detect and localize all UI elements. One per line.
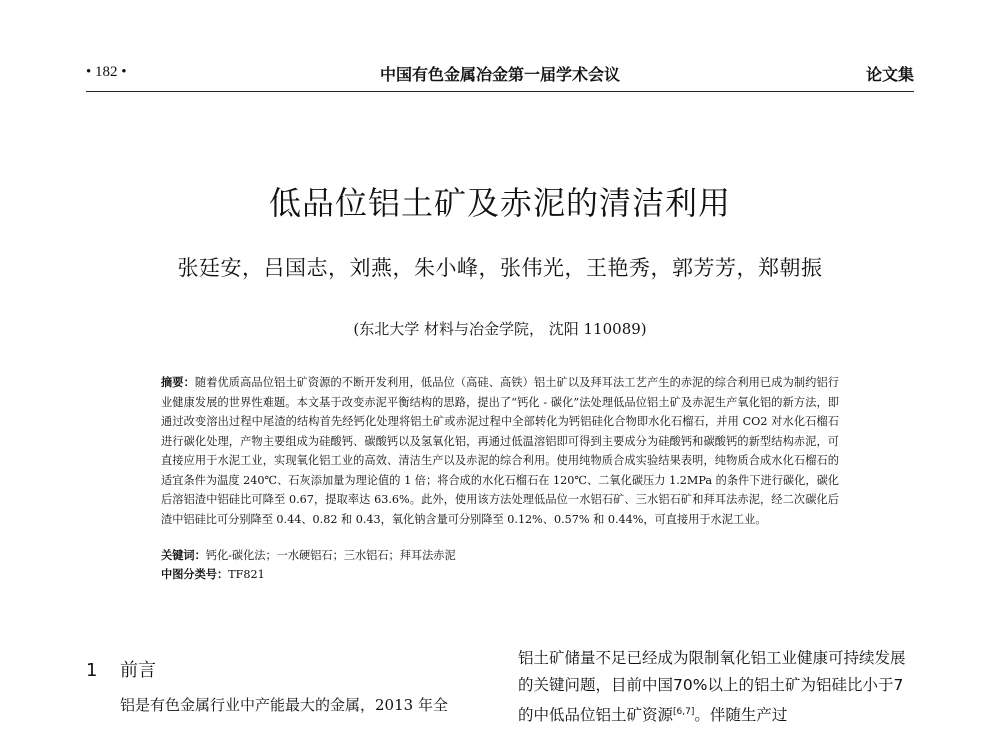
section-label: 论文集 bbox=[865, 65, 914, 84]
abstract-text: 随着优质高品位铝土矿资源的不断开发利用，低品位（高硅、高铁）铝土矿以及拜耳法工艺产生的赤泥的综合利用已成为制约铝行业健康发展的世界性难题。本文基于改变赤泥平衡结构的思路，提出了“钙化 - 碳化”法处理低品位铝土矿及赤泥生产氧化铝的新方法，即通过改变溶出过程中尾渣的结构首先经钙化处理将铝土矿或赤泥过程中全部转化为钙铝硅化合物即水化石榴石，并用 CO2 对水化石榴石进行碳化处理，产物主要组成为硅酸钙、碳酸钙以及氢氧化铝，再通过低温溶铝即可得到主要成分为硅酸钙和碳酸钙的新型结构赤泥，可直接应用于水泥工业，实现氧化铝工业的高效、清洁生产以及赤泥的综合利用。使用纯物质合成实验结果表明，纯物质合成水化石榴石的适宜条件为温度 240℃、石灰添加量为理论值的 1 倍；将合成的水化石榴石在 120℃、二氧化碳压力 1.2MPa 的条件下进行碳化，碳化后溶铝渣中铝硅比可降至 0.67，提取率达 63.6%。此外，使用该方法处理低品位一水铝石矿、三水铝石矿和拜耳法赤泥，经二次碳化后渣中铝硅比可分别降至 0.44、0.82 和 0.43，氧化钠含量可分别降至 0.12%、0.57% 和 0.44%，可直接用于水泥工业。 bbox=[161, 376, 839, 526]
citation: [6,7] bbox=[673, 707, 695, 717]
abstract-label: 摘要： bbox=[161, 376, 195, 389]
keywords-text: 钙化-碳化法；一水硬铝石；三水铝石；拜耳法赤泥 bbox=[205, 549, 456, 562]
section-heading bbox=[86, 656, 156, 682]
keywords bbox=[161, 547, 839, 565]
running-header bbox=[86, 62, 914, 88]
right-paragraph-cont: 。伴随生产过 bbox=[694, 706, 788, 725]
header-rule bbox=[86, 91, 914, 92]
affiliation: (东北大学 材料与冶金学院， 沈阳 110089) bbox=[353, 320, 647, 338]
section-title: 前言 bbox=[120, 660, 156, 681]
paper-title: 低品位铝土矿及赤泥的清洁利用 bbox=[268, 184, 731, 222]
conference-name: 中国有色金属冶金第一届学术会议 bbox=[379, 65, 620, 84]
keywords-label: 关键词： bbox=[161, 549, 206, 562]
page-number: • 182 • bbox=[86, 64, 127, 80]
body-right-column bbox=[518, 645, 914, 729]
body-left-column bbox=[120, 693, 480, 718]
right-paragraph: 铝土矿储量不足已经成为限制氧化铝工业健康可持续发展的关键问题，目前中国70%以上的铝土矿为铝硅比小于7的中低品位铝土矿资源 bbox=[518, 649, 906, 725]
author-list: 张廷安，吕国志，刘燕，朱小峰，张伟光，王艳秀，郭芳芳，郑朝振 bbox=[177, 256, 823, 280]
section-number: 1 bbox=[86, 660, 98, 681]
classification bbox=[161, 566, 839, 584]
left-paragraph: 铝是有色金属行业中产能最大的金属，2013 年全 bbox=[120, 696, 448, 714]
classification-label: 中图分类号： bbox=[161, 568, 229, 581]
classification-code: TF821 bbox=[228, 568, 265, 581]
abstract bbox=[161, 373, 839, 529]
